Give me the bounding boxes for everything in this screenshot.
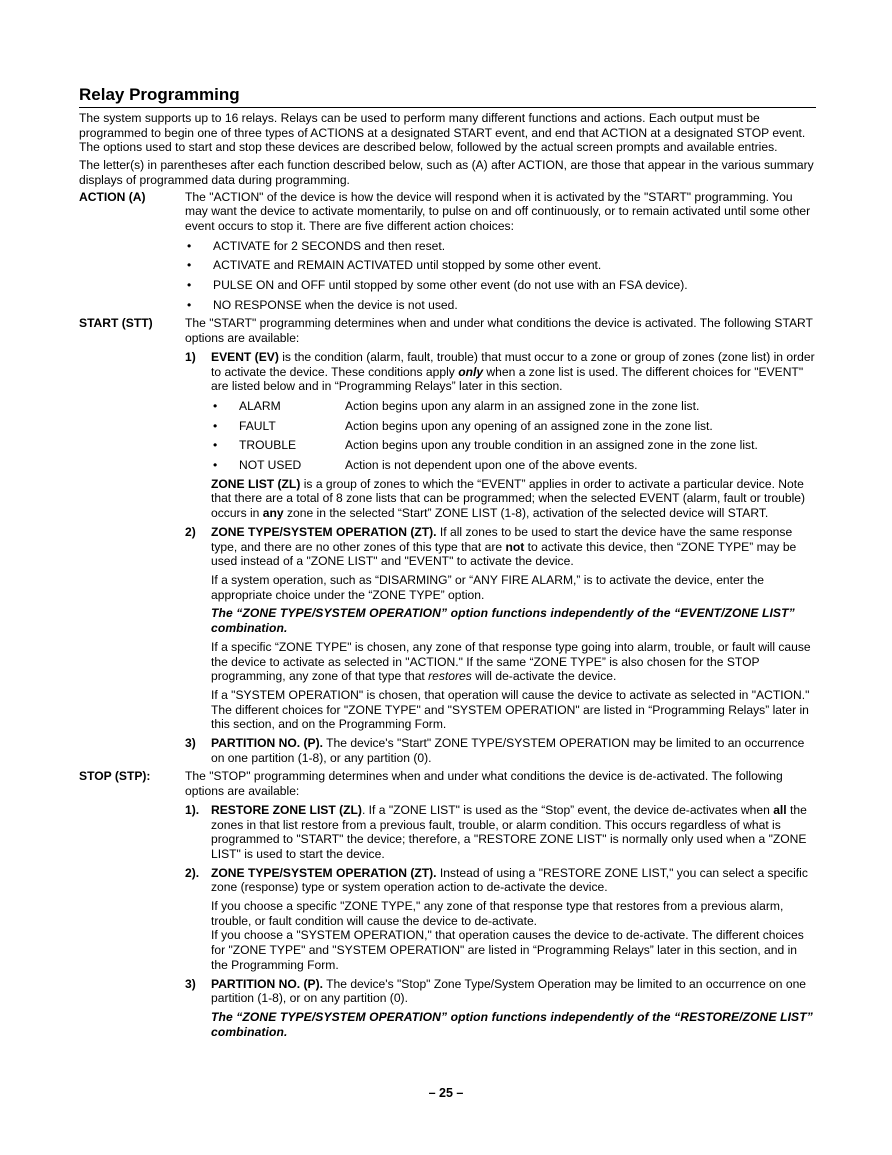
stop-item-restore-zone-list: 1). RESTORE ZONE LIST (ZL). If a "ZONE LIST" is used as the “Stop” event, the device de-activates when all the zones in that list restore from a previous fault, trouble, or alarm condition. This occurs regardless of what is programmed to "START" the device; therefore, a "RESTORE ZONE LIST" is normally only used when a "ZONE LIST" is used to start the device. xyxy=(185,802,807,861)
page-number: – 25 – xyxy=(428,1086,464,1100)
bullet-icon: • xyxy=(213,438,218,453)
start-description: The "START" programming determines when and under what conditions the device is activated. The following START options are available: xyxy=(185,316,813,346)
stop-label: STOP (STP): xyxy=(79,769,151,784)
intro xyxy=(79,111,816,188)
bullet-icon: • xyxy=(213,398,218,413)
stop-item-partition: 3) PARTITION NO. (P). The device's "Stop" Zone Type/System Operation may be limited to an occurrence on one partition (1-8), or on any partition (0). The “ZONE TYPE/SYSTEM OPERATION” option functions independently of the “RESTORE/ZONE LIST” combination. xyxy=(185,977,816,1040)
start-term xyxy=(79,316,816,765)
start-item-event: 1) EVENT (EV) is the condition (alarm, fault, trouble) that must occur to a zone or group of zones (zone list) in order to activate the device. These conditions apply only when a zone list is used. The different choices for "EVENT" are listed below and in “Programming Relays” later in this section. • ALARM Action begins upon any alarm in an assigned zone in the zone list. • FAULT Action begins upon any opening of an assigned zone in the zone list. • TROUBLE Action begins upon any trouble condition in an assigned zone in the zone list. • NOT USED Action is not dependent upon one of the above events. ZONE LIST (ZL) is a group of zones to which the “EVENT” applies in order to activate a particular device. Note that there are a total of 8 zone lists that can be programmed; when the selected EVENT (alarm, fault or trouble) occurs in any zone in the selected “Start” ZONE LIST (1-8), activation of the selected device will START. xyxy=(185,349,815,521)
action-term xyxy=(79,190,816,313)
list-item: • ACTIVATE for 2 SECONDS and then reset. xyxy=(187,238,446,253)
start-item-zone-type: 2) ZONE TYPE/SYSTEM OPERATION (ZT). If all zones to be used to start the device have the same response type, and there are no other zones of this type that are not to activate this device, then “ZONE TYPE” may be used instead of a "ZONE LIST" and "EVENT" to activate the device. If a system operation, such as “DISARMING” or “ANY FIRE ALARM,” is to activate the device, enter the appropriate choice under the “ZONE TYPE” option. The “ZONE TYPE/SYSTEM OPERATION” option functions independently of the “EVENT/ZONE LIST” combination. If a specific “ZONE TYPE" is chosen, any zone of that response type going into alarm, trouble, or fault will cause the device to activate as selected in "ACTION." If the same “ZONE TYPE” is also chosen for the STOP programming, any zone of that type that restores will de-activate the device. If a "SYSTEM OPERATION" is chosen, that operation will cause the device to activate as selected in "ACTION." The different choices for "ZONE TYPE" and "SYSTEM OPERATION" are listed in “Programming Relays” later in this section, and on the Programming Form. xyxy=(185,525,816,732)
list-item: • NO RESPONSE when the device is not used. xyxy=(187,297,458,312)
bullet-icon: • xyxy=(213,458,218,473)
bullet-icon: • xyxy=(187,238,192,253)
event-row-alarm: • ALARM Action begins upon any alarm in an assigned zone in the zone list. xyxy=(213,398,700,413)
bullet-icon: • xyxy=(187,258,192,273)
event-row-trouble: • TROUBLE Action begins upon any trouble condition in an assigned zone in the zone list. xyxy=(213,438,758,453)
intro-paragraph-1: The system supports up to 16 relays. Relays can be used to perform many different functions and actions. Each output must be programmed to begin one of three types of ACTIONS at a designated START event, and end that ACTION at a designated STOP event. The options used to start and stop these devices are described below, followed by the actual screen prompts and available entries. xyxy=(79,111,806,155)
event-row-fault: • FAULT Action begins upon any opening of an assigned zone in the zone list. xyxy=(213,418,713,433)
bullet-icon: • xyxy=(187,278,192,293)
start-label: START (STT) xyxy=(79,316,153,331)
note: The “ZONE TYPE/SYSTEM OPERATION” option functions independently of the “RESTORE/ZONE LIST” combination. xyxy=(211,1009,813,1039)
action-label: ACTION (A) xyxy=(79,189,146,204)
start-item-partition: 3) PARTITION NO. (P). The device's "Start" ZONE TYPE/SYSTEM OPERATION may be limited to an occurrence on one partition (1-8), or any partition (0). xyxy=(185,736,805,765)
action-description: The "ACTION" of the device is how the device will respond when it is activated by the "START" programming. You may want the device to activate momentarily, to pulse on and off continuously, or to remain activated until some other event occurs to stop it. There are five different action choices: xyxy=(185,189,811,233)
list-item: • ACTIVATE and REMAIN ACTIVATED until stopped by some other event. xyxy=(187,258,602,273)
document-page xyxy=(79,84,816,1039)
intro-paragraph-2: The letter(s) in parentheses after each function described below, such as (A) after ACTION, are those that appear in the various summary displays of programmed data during programming. xyxy=(79,158,814,187)
stop-item-zone-type: 2). ZONE TYPE/SYSTEM OPERATION (ZT). Instead of using a "RESTORE ZONE LIST," you can select a specific zone (response) type or system operation action to de-activate the device. If you choose a specific "ZONE TYPE," any zone of that response type that restores from a previous alarm, trouble, or fault condition will cause the device to de-activate. If you choose a "SYSTEM OPERATION," that operation causes the device to de-activate. The different choices for "ZONE TYPE" and "SYSTEM OPERATION" are listed in “Programming Relays” later in this section, and in the Programming Form. xyxy=(185,865,808,972)
section-title: Relay Programming xyxy=(79,84,816,108)
list-item: • PULSE ON and OFF until stopped by some other event (do not use with an FSA device). xyxy=(187,278,688,293)
bullet-icon: • xyxy=(187,297,192,312)
stop-term xyxy=(79,769,816,1039)
event-row-not-used: • NOT USED Action is not dependent upon one of the above events. xyxy=(213,458,638,473)
note: The “ZONE TYPE/SYSTEM OPERATION” option functions independently of the “EVENT/ZONE LIST” combination. xyxy=(211,606,795,636)
stop-description: The "STOP" programming determines when and under what conditions the device is de-activated. The following options are available: xyxy=(185,769,783,799)
zone-list-paragraph: ZONE LIST (ZL) is a group of zones to which the “EVENT” applies in order to activate a particular device. Note that there are a total of 8 zone lists that can be programmed; when the selected EVENT (alarm, fault or trouble) occurs in any zone in the selected “Start” ZONE LIST (1-8), activation of the selected device will START. xyxy=(211,476,806,521)
bullet-icon: • xyxy=(213,418,218,433)
